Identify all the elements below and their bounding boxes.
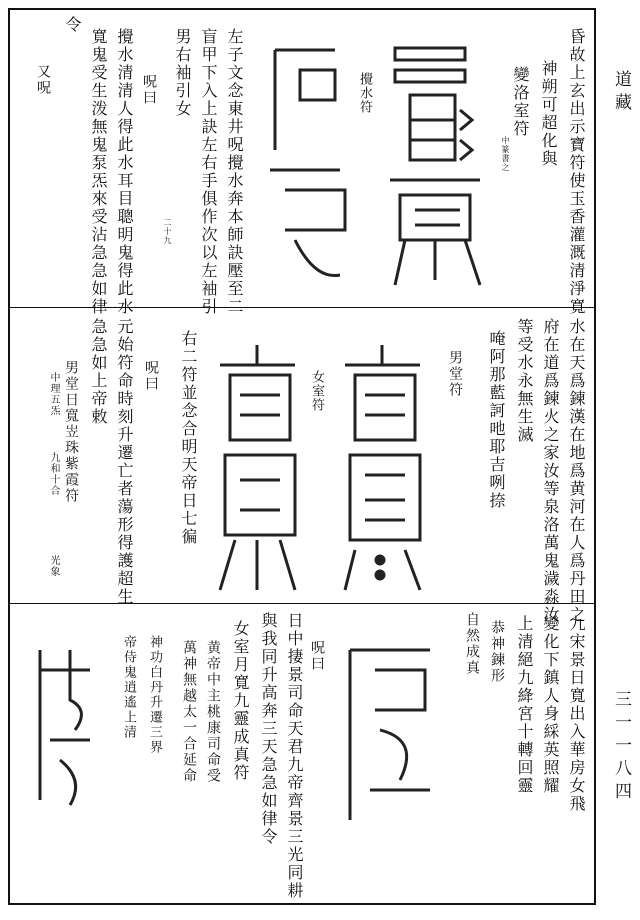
note: 九和十合 xyxy=(48,452,59,496)
incantation-column: 與我同升高奔三天急急如律令 xyxy=(259,612,278,846)
spell-column: 男右袖引女 xyxy=(173,28,192,118)
page-note: 二十九 xyxy=(163,218,172,245)
incantation-column: 男堂日寬岦珠紫霞符 xyxy=(63,360,79,504)
text-column: 恭神鍊形 xyxy=(489,620,505,684)
spell-column: 右二符並念合明天帝日七徧 xyxy=(179,330,198,546)
note: 光象 xyxy=(48,555,59,577)
talisman-label: 女室符 xyxy=(309,370,324,412)
incantation-column: 女室月寬九靈成真符 xyxy=(231,620,250,782)
text-column: 變洛室符 xyxy=(511,66,530,138)
incantation-label: 呪曰 xyxy=(309,640,325,672)
talisman-label: 男堂符 xyxy=(447,350,463,398)
incantation-column: 攪水清清人得此水耳目聰明鬼得此水 xyxy=(115,28,134,316)
incantation-column: 萬神無越太一合延命 xyxy=(181,640,197,784)
spell-column: 盲甲下入上訣左右手俱作次以左袖引 xyxy=(199,28,218,316)
incantation-column: 寬鬼受生泼無鬼泵炁來受沾急急如律 xyxy=(89,28,108,316)
talisman-glyph xyxy=(30,640,100,810)
talisman-glyph xyxy=(335,340,430,595)
incantation-column: 帝侍鬼逍遙上清 xyxy=(121,635,136,740)
text-column: 等受水永無生滅 xyxy=(515,318,534,444)
text-column: 唵阿那藍訶吔耶吉咧捺 xyxy=(487,330,506,510)
incantation-column: 急急如上帝敕 xyxy=(89,318,108,426)
incantation-column: 神功白丹升遷三界 xyxy=(147,635,162,755)
talisman-glyph xyxy=(255,40,355,290)
incantation-label: 呪曰 xyxy=(141,74,157,106)
page-number: 三一一八四 xyxy=(611,690,631,805)
incantation-column: 令 xyxy=(63,16,82,34)
text-column: 神朔可超化與 xyxy=(539,60,558,168)
talisman-label: 攪水符 xyxy=(357,72,372,114)
incantation-column: 黄帝中主桃康司命受 xyxy=(205,640,221,784)
text-column: 水在天爲鍊漢在地爲黄河在人爲丹田之 xyxy=(567,318,586,624)
text-column: 九宋景日寬出入華房女飛 xyxy=(567,615,586,813)
collection-title: 道藏 xyxy=(611,70,631,116)
text-column: 府在道爲鍊火之家汝等泉洛萬鬼濊淼汝 xyxy=(541,318,560,624)
talisman-glyph xyxy=(210,340,305,595)
incantation-column: 元始符命時刻升遷亡者蕩形得護超生 xyxy=(115,318,134,606)
text-column: 自然成真 xyxy=(464,612,480,676)
text-column: 昏故上玄出示寶符使玉香灌溉清淨寬 xyxy=(567,28,586,316)
panel-divider xyxy=(8,603,596,604)
small-note: 中篆書之 xyxy=(501,136,510,172)
note: 中理五炁 xyxy=(48,372,59,416)
spell-column: 左子文念東井呪攪水奔本師訣壓至二 xyxy=(225,28,244,316)
talisman-glyph xyxy=(380,40,490,290)
ditto-label: 又呪 xyxy=(35,64,51,96)
text-column: 變化下鎮人身綵英照耀 xyxy=(541,615,560,795)
talisman-glyph xyxy=(340,640,440,830)
text-column: 上清絕九絳宮十轉回靈 xyxy=(515,615,534,795)
incantation-column: 日中捿景司命天君九帝齊景三光同耕 xyxy=(285,612,304,900)
incantation-label: 呪曰 xyxy=(143,360,159,392)
